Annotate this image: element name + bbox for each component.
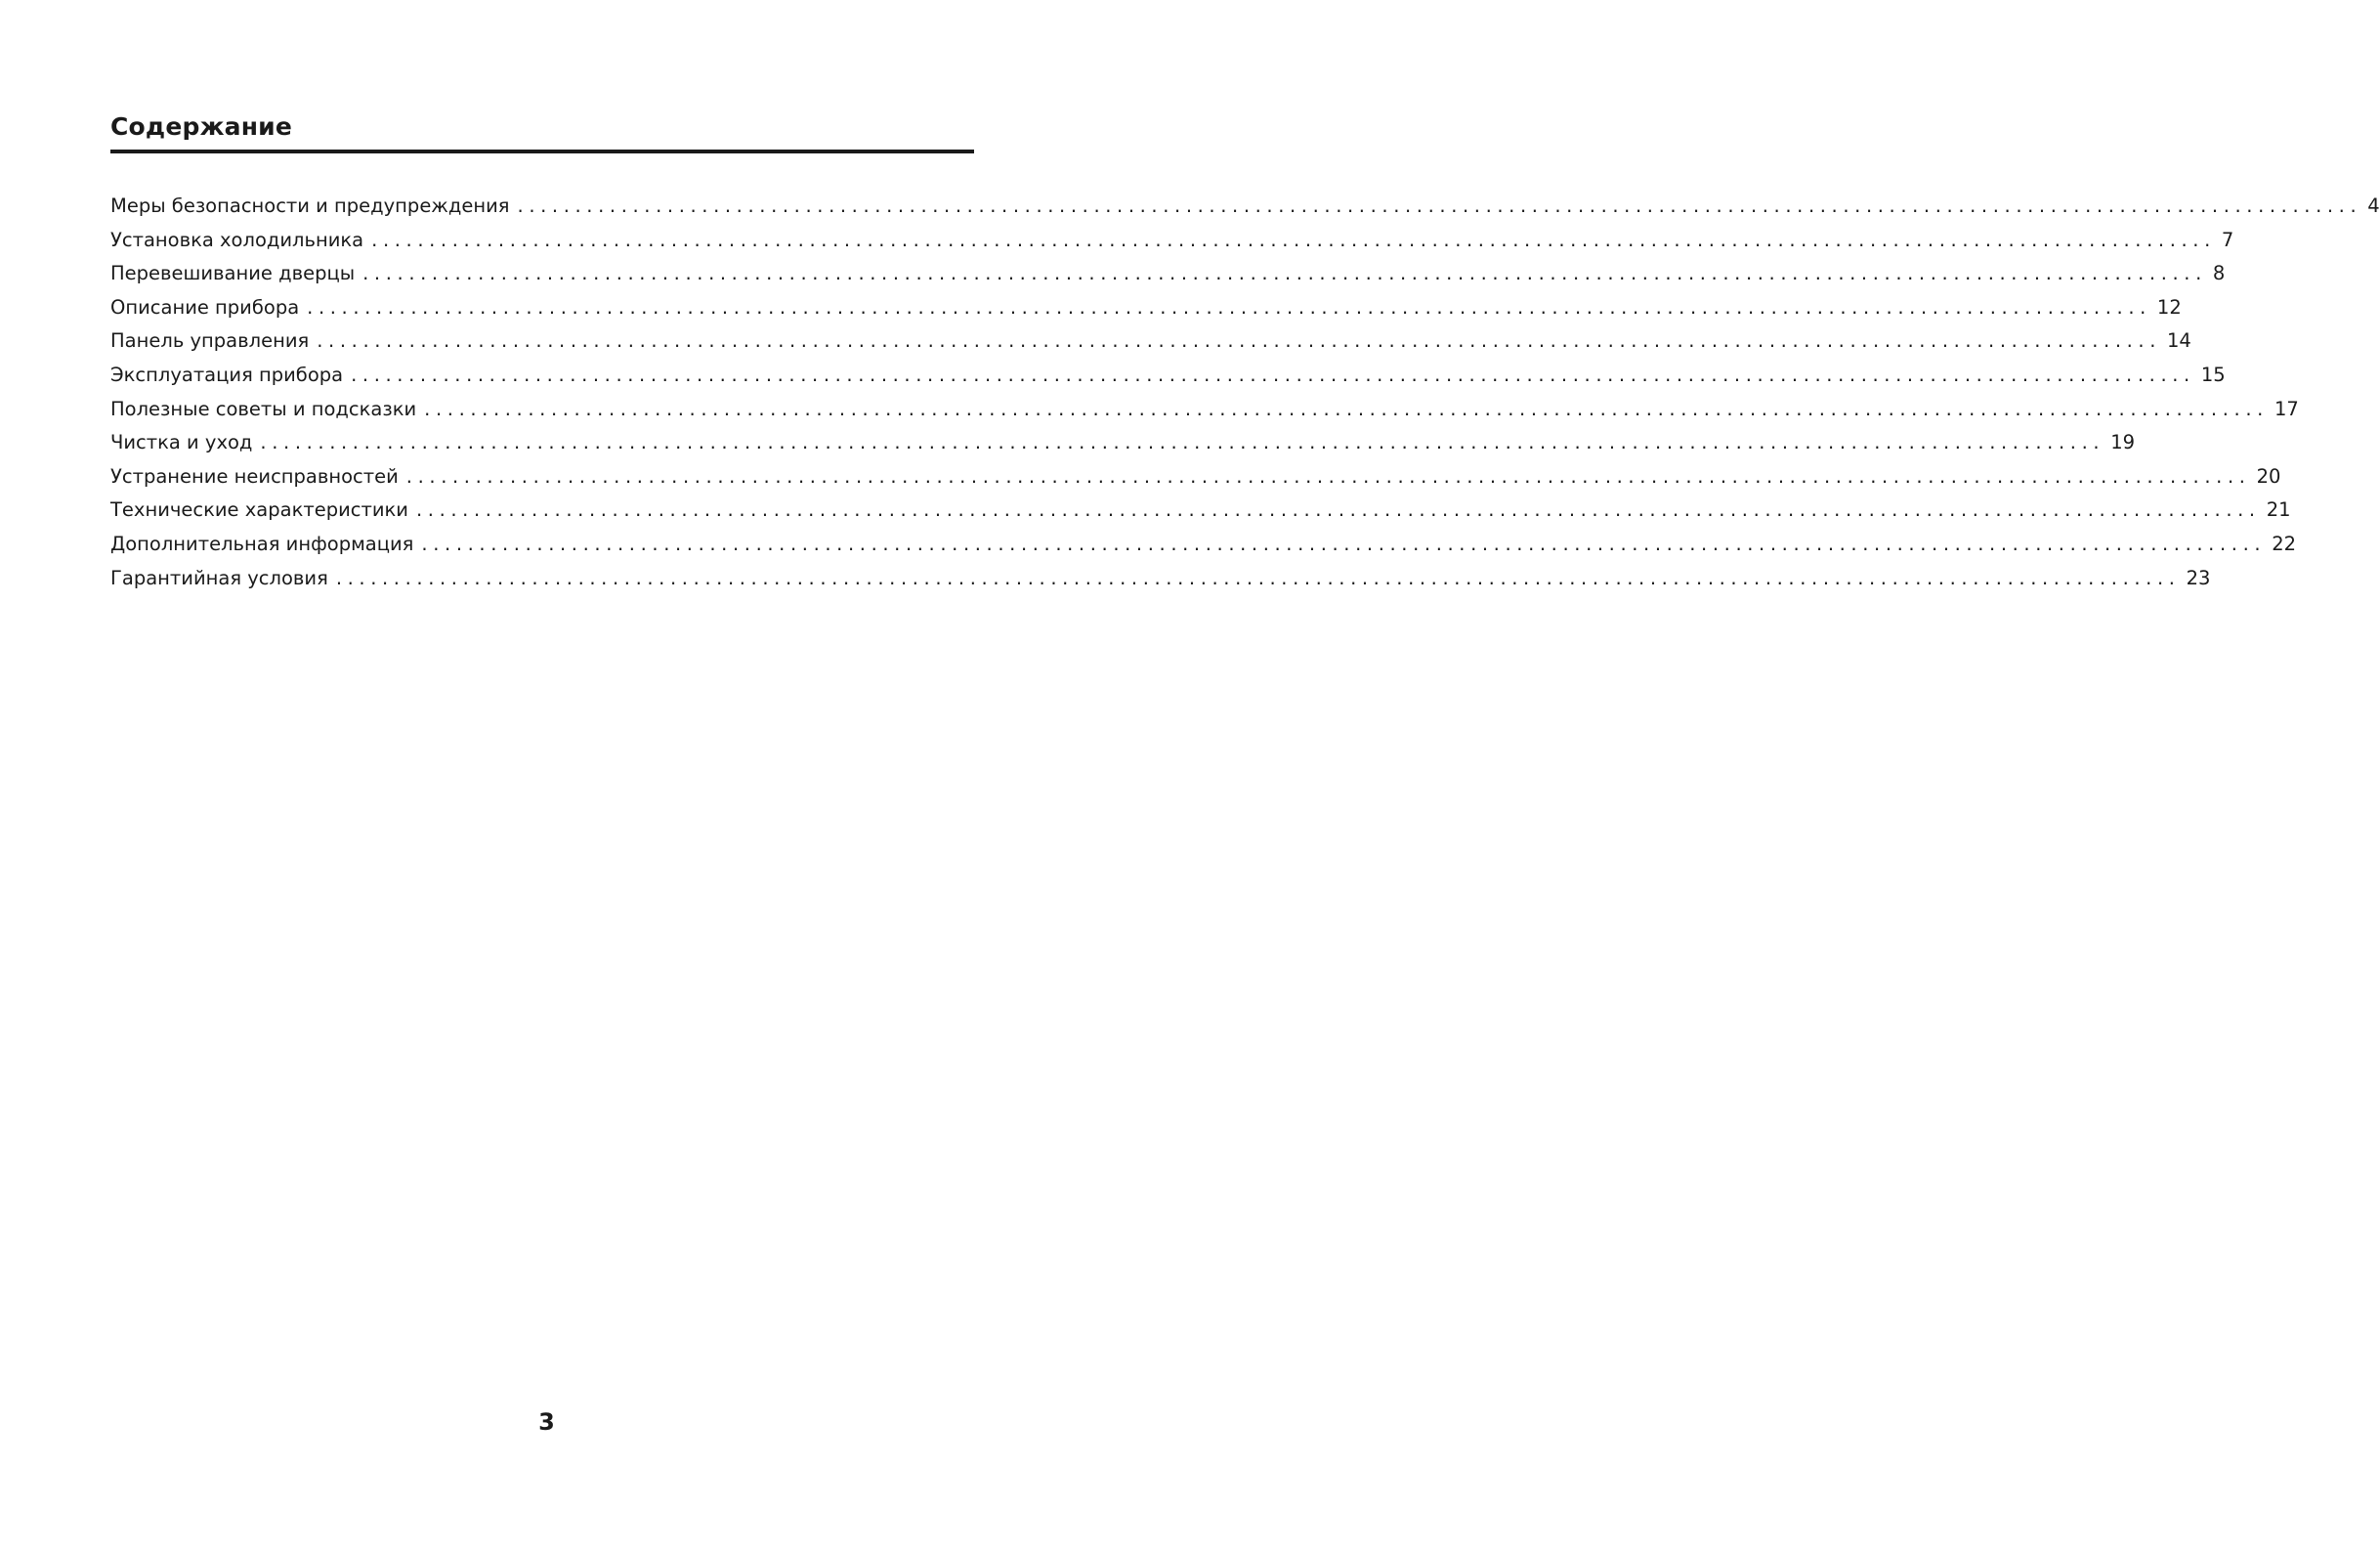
toc-entry-label: Устранение неисправностей xyxy=(110,464,399,488)
page-number: 3 xyxy=(538,1408,555,1436)
toc-entry[interactable] xyxy=(110,257,2226,291)
toc-entry[interactable] xyxy=(110,291,2182,325)
toc-entry-label: Полезные советы и подсказки xyxy=(110,397,417,420)
toc-entry-label: Меры безопасности и предупреждения xyxy=(110,194,510,217)
toc-entry[interactable] xyxy=(110,460,2281,495)
toc-entry[interactable] xyxy=(110,190,2380,224)
toc-dot-leader: ................................................................................................................................................................ xyxy=(424,397,2269,420)
toc-entry-label: Установка холодильника xyxy=(110,228,364,251)
toc-entry-page: 4 xyxy=(2367,194,2380,217)
toc-dot-leader: ................................................................................................................................................................ xyxy=(415,498,2261,522)
toc-title: Содержание xyxy=(110,112,293,141)
toc-entry-page: 23 xyxy=(2186,566,2211,589)
toc-entry-page: 19 xyxy=(2110,431,2136,454)
toc-dot-leader: ................................................................................................................................................................ xyxy=(405,464,2251,488)
toc-entry-label: Чистка и уход xyxy=(110,431,253,454)
toc-entry-page: 15 xyxy=(2200,363,2226,386)
toc-entry[interactable] xyxy=(110,562,2211,596)
toc-entry-page: 20 xyxy=(2256,464,2281,488)
toc-entry[interactable] xyxy=(110,426,2136,460)
toc-entry-page: 14 xyxy=(2167,329,2191,353)
toc-entry-page: 12 xyxy=(2156,295,2182,319)
toc-entry-page: 8 xyxy=(2212,262,2226,285)
toc-dot-leader: ................................................................................................................................................................ xyxy=(362,262,2207,285)
toc-dot-leader: ................................................................................................................................................................ xyxy=(517,194,2362,217)
toc-dot-leader: ................................................................................................................................................................ xyxy=(260,431,2105,454)
toc-entry[interactable] xyxy=(110,324,2191,359)
toc-dot-leader: ................................................................................................................................................................ xyxy=(307,295,2151,319)
toc-entry[interactable] xyxy=(110,224,2234,258)
toc-list xyxy=(110,190,2380,595)
toc-dot-leader: ................................................................................................................................................................ xyxy=(421,532,2267,555)
toc-entry[interactable] xyxy=(110,393,2299,427)
toc-entry-label: Дополнительная информация xyxy=(110,532,414,555)
toc-entry-label: Гарантийная условия xyxy=(110,566,328,589)
toc-entry[interactable] xyxy=(110,359,2226,393)
toc-entry-label: Перевешивание дверцы xyxy=(110,262,356,285)
toc-entry-label: Технические характеристики xyxy=(110,498,408,522)
toc-dot-leader: ................................................................................................................................................................ xyxy=(351,363,2195,386)
toc-dot-leader: ................................................................................................................................................................ xyxy=(335,566,2181,589)
toc-entry[interactable] xyxy=(110,528,2297,562)
toc-entry-page: 7 xyxy=(2221,228,2234,251)
toc-entry[interactable] xyxy=(110,494,2291,528)
title-rule xyxy=(110,150,974,153)
toc-entry-label: Эксплуатация прибора xyxy=(110,363,344,386)
toc-entry-label: Панель управления xyxy=(110,329,310,353)
toc-dot-leader: ................................................................................................................................................................ xyxy=(371,228,2216,251)
toc-entry-label: Описание прибора xyxy=(110,295,300,319)
toc-entry-page: 22 xyxy=(2272,532,2297,555)
toc-entry-page: 17 xyxy=(2274,397,2299,420)
toc-dot-leader: ................................................................................................................................................................ xyxy=(317,329,2162,353)
toc-entry-page: 21 xyxy=(2266,498,2291,522)
